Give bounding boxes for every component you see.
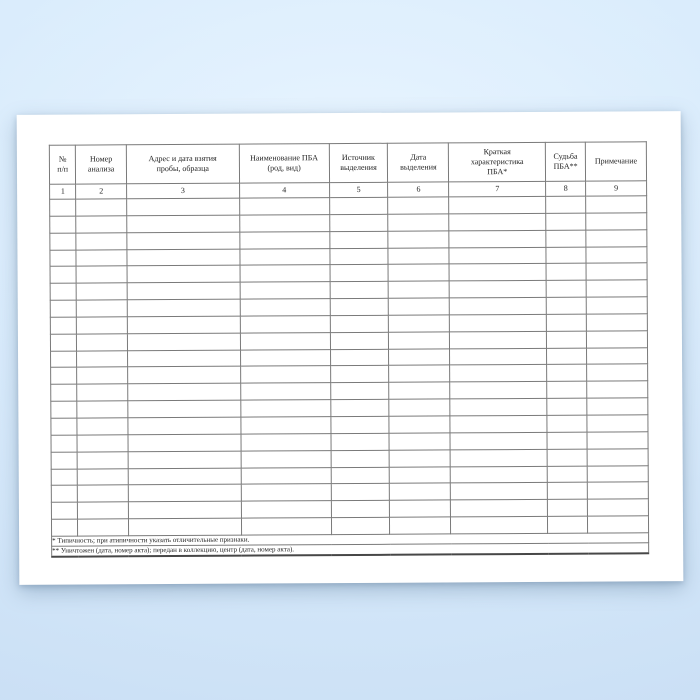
column-header-pba-name: Наименование ПБА (род, вид) (239, 144, 329, 184)
empty-cell (127, 232, 240, 249)
column-number: 4 (239, 183, 329, 199)
empty-cell (127, 266, 240, 283)
header-row (49, 142, 646, 184)
empty-cell (449, 230, 546, 247)
empty-cell (547, 398, 587, 415)
column-number: 9 (586, 181, 647, 196)
empty-cell (586, 196, 647, 213)
empty-cell (546, 314, 586, 331)
empty-cell (389, 382, 450, 399)
empty-cell (390, 466, 451, 483)
empty-cell (128, 400, 241, 417)
empty-cell (50, 199, 77, 216)
empty-cell (547, 449, 587, 466)
empty-cell (586, 246, 647, 263)
empty-cell (546, 297, 586, 314)
empty-cell (330, 315, 389, 332)
empty-cell (587, 415, 648, 432)
empty-cell (51, 401, 78, 418)
empty-cell (546, 264, 586, 281)
empty-cell (449, 247, 546, 264)
column-header-note: Примечание (585, 142, 646, 181)
empty-cell (587, 398, 648, 415)
column-number: 7 (449, 181, 546, 197)
empty-cell (388, 214, 449, 231)
empty-cell (450, 415, 547, 432)
empty-cell (586, 314, 647, 331)
empty-cell (78, 468, 129, 485)
empty-cell (240, 383, 330, 400)
empty-cell (546, 280, 586, 297)
footnote-row (52, 543, 649, 557)
empty-cell (127, 215, 240, 232)
empty-cell (389, 281, 450, 298)
column-number: 2 (76, 184, 127, 199)
empty-cell (128, 434, 241, 451)
empty-cell (50, 283, 77, 300)
empty-cell (548, 516, 588, 533)
empty-cell (330, 383, 389, 400)
empty-cell (450, 297, 547, 314)
empty-cell (51, 368, 78, 385)
empty-cell (51, 435, 78, 452)
empty-cell (128, 468, 241, 485)
empty-cell (51, 384, 78, 401)
empty-cell (330, 265, 389, 282)
empty-cell (587, 482, 648, 499)
empty-cell (239, 198, 329, 215)
empty-cell (240, 231, 330, 248)
empty-cell (77, 435, 128, 452)
empty-cell (77, 317, 128, 334)
empty-cell (547, 466, 587, 483)
empty-cell (77, 367, 128, 384)
empty-cell (547, 348, 587, 365)
empty-cell (390, 483, 451, 500)
empty-cell (127, 299, 240, 316)
empty-cell (330, 332, 389, 349)
empty-cell (586, 280, 647, 297)
pba-journal-table (49, 141, 649, 557)
empty-cell (587, 499, 648, 516)
empty-cell (547, 482, 587, 499)
empty-cell (547, 415, 587, 432)
empty-cell (586, 297, 647, 314)
empty-cell (331, 433, 390, 450)
empty-cell (50, 334, 77, 351)
empty-cell (450, 365, 547, 382)
empty-cell (451, 466, 548, 483)
empty-cell (547, 331, 587, 348)
empty-cell (587, 347, 648, 364)
column-number: 8 (546, 181, 586, 196)
empty-cell (239, 214, 329, 231)
empty-cell (389, 298, 450, 315)
empty-cell (586, 213, 647, 230)
empty-cell (390, 517, 451, 534)
column-number: 5 (329, 182, 388, 197)
empty-cell (241, 467, 331, 484)
empty-cell (330, 366, 389, 383)
empty-cell (450, 314, 547, 331)
empty-cell (586, 229, 647, 246)
empty-cell (78, 502, 129, 519)
empty-cell (127, 367, 240, 384)
empty-cell (451, 483, 548, 500)
empty-cell (240, 332, 330, 349)
empty-cell (127, 333, 240, 350)
empty-cell (389, 315, 450, 332)
empty-cell (546, 247, 586, 264)
empty-cell (587, 465, 648, 482)
empty-cell (240, 349, 330, 366)
empty-cell (128, 383, 241, 400)
empty-cell (77, 401, 128, 418)
empty-cell (51, 485, 78, 502)
empty-cell (450, 432, 547, 449)
empty-cell (331, 500, 390, 517)
empty-cell (330, 399, 389, 416)
empty-cell (240, 316, 330, 333)
empty-cell (76, 232, 127, 249)
empty-cell (389, 399, 450, 416)
empty-cell (77, 350, 128, 367)
empty-cell (547, 432, 587, 449)
empty-cell (388, 231, 449, 248)
empty-cell (240, 299, 330, 316)
empty-cell (389, 349, 450, 366)
empty-cell (588, 516, 649, 533)
empty-cell (241, 518, 331, 535)
empty-cell (450, 382, 547, 399)
empty-cell (450, 398, 547, 415)
empty-cell (587, 364, 648, 381)
empty-cell (450, 331, 547, 348)
empty-cell (128, 501, 241, 518)
empty-cell (546, 230, 586, 247)
column-header-isolation-source: Источник выделения (329, 143, 388, 182)
empty-cell (77, 418, 128, 435)
empty-cell (127, 316, 240, 333)
empty-cell (127, 350, 240, 367)
empty-cell (388, 197, 449, 214)
column-header-row-number: № п/п (49, 145, 76, 184)
empty-cell (449, 264, 546, 281)
footnote-destroyed: ** Уничтожен (дата, номер акта); передан в коллекцию, центр (дата, номер акта). (52, 543, 649, 557)
empty-cell (389, 416, 450, 433)
empty-cell (78, 451, 129, 468)
empty-cell (50, 300, 77, 317)
empty-cell (78, 519, 129, 536)
empty-cell (546, 213, 586, 230)
empty-cell (51, 502, 78, 519)
column-number: 6 (388, 182, 449, 197)
empty-cell (449, 281, 546, 298)
empty-cell (241, 501, 331, 518)
column-header-analysis-number: Номер анализа (76, 145, 127, 184)
empty-cell (451, 516, 548, 533)
empty-cell (77, 384, 128, 401)
empty-cell (389, 332, 450, 349)
empty-cell (450, 348, 547, 365)
empty-cell (51, 351, 78, 368)
empty-cell (240, 265, 330, 282)
empty-cell (77, 300, 128, 317)
empty-cell (50, 317, 77, 334)
empty-cell (241, 450, 331, 467)
empty-cell (451, 500, 548, 517)
empty-cell (547, 365, 587, 382)
empty-cell (449, 196, 546, 213)
empty-cell (76, 216, 127, 233)
empty-cell (390, 500, 451, 517)
empty-cell (78, 485, 129, 502)
empty-cell (587, 381, 648, 398)
empty-cell (51, 418, 78, 435)
empty-cell (50, 266, 77, 283)
empty-cell (127, 249, 240, 266)
empty-cell (51, 519, 78, 536)
empty-cell (77, 334, 128, 351)
empty-cell (240, 248, 330, 265)
empty-cell (240, 366, 330, 383)
paper-sheet (17, 111, 684, 585)
empty-cell (330, 349, 389, 366)
column-header-sample-address: Адрес и дата взятия пробы, образца (126, 144, 239, 184)
empty-cell (128, 417, 241, 434)
footnote-typicality: * Типичность; при атипичности указать отличительные признаки. (52, 533, 649, 546)
empty-cell (241, 484, 331, 501)
empty-cell (331, 484, 390, 501)
empty-cell (330, 298, 389, 315)
empty-cell (76, 249, 127, 266)
column-header-isolation-date: Дата выделения (388, 143, 449, 182)
empty-cell (50, 233, 77, 250)
empty-cell (329, 248, 388, 265)
column-header-pba-fate: Судьба ПБА** (546, 142, 586, 181)
blank-rows (50, 196, 649, 536)
empty-cell (331, 517, 390, 534)
empty-cell (389, 433, 450, 450)
empty-cell (76, 199, 127, 216)
empty-cell (546, 196, 586, 213)
empty-cell (128, 451, 241, 468)
empty-cell (128, 484, 241, 501)
empty-cell (329, 214, 388, 231)
empty-cell (586, 331, 647, 348)
empty-cell (390, 450, 451, 467)
column-number: 1 (50, 184, 77, 199)
empty-cell (241, 433, 331, 450)
empty-cell (240, 282, 330, 299)
empty-cell (330, 416, 389, 433)
table-footnotes (52, 533, 649, 557)
empty-cell (389, 365, 450, 382)
empty-cell (329, 197, 388, 214)
empty-cell (587, 448, 648, 465)
empty-cell (330, 281, 389, 298)
empty-cell (76, 266, 127, 283)
empty-cell (548, 499, 588, 516)
table-header (49, 142, 646, 199)
empty-cell (587, 432, 648, 449)
empty-cell (51, 469, 78, 486)
empty-cell (586, 263, 647, 280)
empty-cell (547, 381, 587, 398)
empty-cell (128, 518, 241, 535)
empty-cell (450, 449, 547, 466)
empty-cell (241, 400, 331, 417)
empty-cell (329, 231, 388, 248)
empty-cell (127, 282, 240, 299)
empty-cell (51, 452, 78, 469)
column-header-pba-description: Краткая характеристика ПБА* (449, 142, 546, 182)
empty-cell (127, 198, 240, 215)
empty-cell (241, 417, 331, 434)
column-number: 3 (126, 183, 239, 199)
empty-cell (449, 213, 546, 230)
empty-cell (331, 450, 390, 467)
empty-cell (388, 264, 449, 281)
empty-cell (77, 283, 128, 300)
empty-cell (50, 216, 77, 233)
empty-cell (331, 467, 390, 484)
empty-cell (388, 247, 449, 264)
empty-cell (50, 250, 77, 267)
